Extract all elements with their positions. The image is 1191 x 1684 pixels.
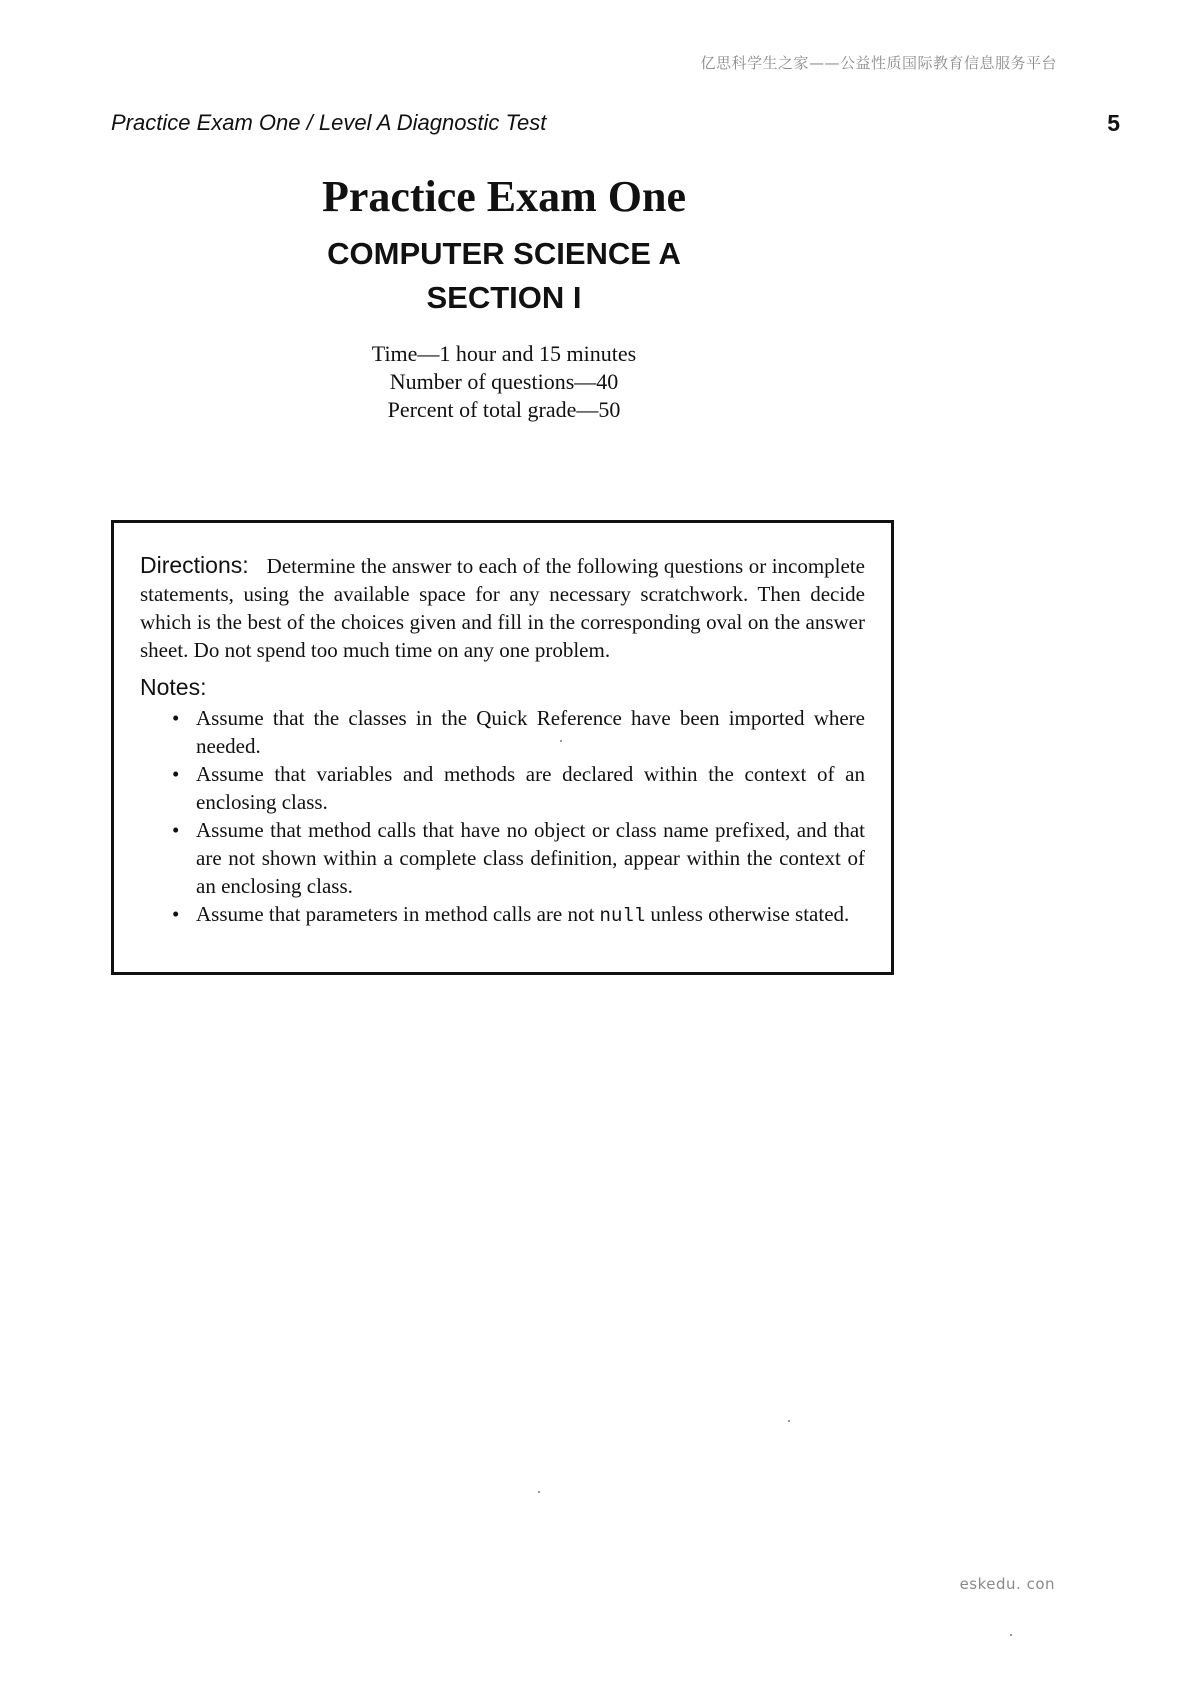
directions-label: Directions:: [140, 552, 249, 578]
directions-box: [111, 520, 894, 975]
directions-paragraph: [140, 551, 865, 664]
section-heading: SECTION I: [426, 280, 582, 315]
note-text-before: Assume that parameters in method calls are not: [196, 902, 600, 926]
notes-list: [140, 704, 865, 930]
page-title: Practice Exam One: [321, 172, 687, 221]
note-text: Assume that method calls that have no object or class name prefixed, and that are not shown within a complete class definition, appear within the context of an enclosing class.: [196, 818, 865, 898]
subject-heading: COMPUTER SCIENCE A: [327, 236, 681, 271]
list-item: [172, 900, 865, 930]
notes-label: Notes:: [140, 674, 207, 700]
code-null: null: [599, 905, 646, 927]
exam-info: [104, 340, 904, 424]
scan-speck: [538, 1491, 540, 1493]
note-text-after: unless otherwise stated.: [645, 902, 850, 926]
list-item: [172, 760, 865, 816]
watermark: 亿思科学生之家——公益性质国际教育信息服务平台: [700, 54, 1057, 72]
bullet-icon: •: [172, 706, 180, 730]
scan-speck: [1010, 1634, 1012, 1636]
bullet-icon: •: [172, 762, 180, 786]
scan-speck: [788, 1420, 790, 1422]
footer-site: eskedu. con: [959, 1575, 1055, 1593]
note-text: Assume that the classes in the Quick Reference have been imported where needed.: [196, 706, 865, 758]
list-item: [172, 704, 865, 760]
title-block: [104, 170, 904, 424]
bullet-icon: •: [172, 902, 180, 926]
list-item: [172, 816, 865, 900]
scan-speck: [560, 740, 562, 742]
page-number: 5: [1107, 110, 1120, 136]
questions-line: Number of questions—40: [389, 369, 619, 394]
bullet-icon: •: [172, 818, 180, 842]
running-head: Practice Exam One / Level A Diagnostic Test: [111, 110, 547, 135]
note-text: Assume that variables and methods are declared within the context of an enclosing class.: [196, 762, 865, 814]
time-line: Time—1 hour and 15 minutes: [371, 341, 637, 366]
percent-line: Percent of total grade—50: [387, 397, 621, 422]
directions-text: Determine the answer to each of the following questions or incomplete statements, using the available space for any necessary scratchwork. Then decide which is the best of the choices given and fill in the corresponding oval on the answer sheet. Do not spend too much time on any one problem.: [140, 554, 865, 662]
